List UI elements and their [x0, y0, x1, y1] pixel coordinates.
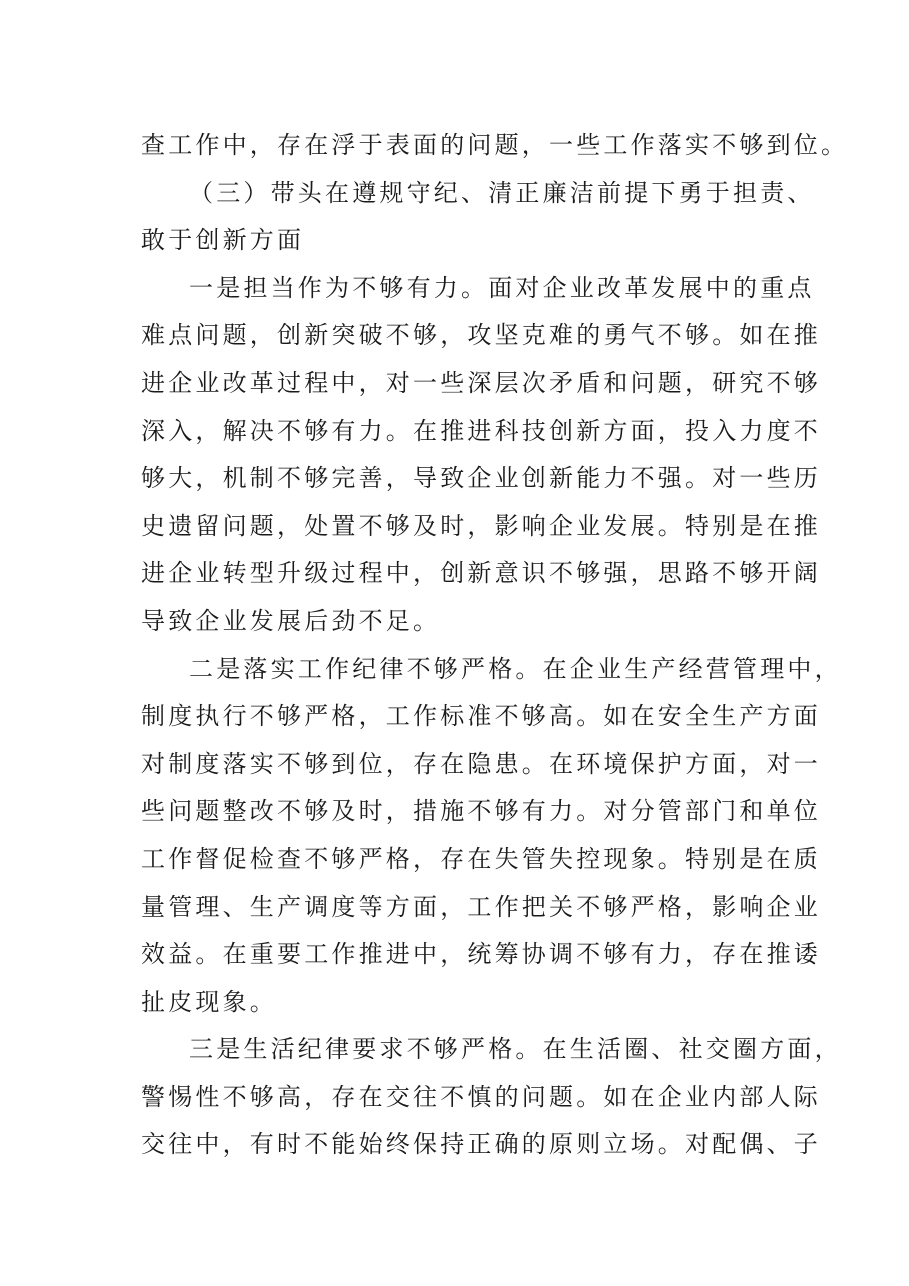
text-line: 些问题整改不够及时，措施不够有力。对分管部门和单位: [141, 797, 821, 826]
text-line: 警惕性不够高，存在交往不慎的问题。如在企业内部人际: [141, 1082, 821, 1111]
text-line: 扯皮现象。: [141, 987, 277, 1016]
text-line: 难点问题，创新突破不够，攻坚克难的勇气不够。如在推: [141, 321, 821, 350]
text-line: 对制度落实不够到位，存在隐患。在环境保护方面，对一: [141, 749, 821, 778]
text-line: 制度执行不够严格，工作标准不够高。如在安全生产方面: [141, 702, 821, 731]
text-line: 进企业改革过程中，对一些深层次矛盾和问题，研究不够: [141, 368, 821, 397]
text-line: 三是生活纪律要求不够严格。在生活圈、社交圈方面，: [189, 1035, 842, 1064]
text-line: 够大，机制不够完善，导致企业创新能力不强。对一些历: [141, 464, 821, 493]
text-line: 史遗留问题，处置不够及时，影响企业发展。特别是在推: [141, 511, 821, 540]
text-line: 交往中，有时不能始终保持正确的原则立场。对配偶、子: [141, 1130, 821, 1159]
text-line: 进企业转型升级过程中，创新意识不够强，思路不够开阔: [141, 559, 821, 588]
text-line: 效益。在重要工作推进中，统筹协调不够有力，存在推诿: [141, 940, 821, 969]
section-heading-line: （三）带头在遵规守纪、清正廉洁前提下勇于担责、: [189, 178, 815, 207]
text-line: 工作督促检查不够严格，存在失管失控现象。特别是在质: [141, 844, 821, 873]
section-heading-line: 敢于创新方面: [141, 226, 305, 255]
document-body: [141, 122, 849, 1169]
text-line: 导致企业发展后劲不足。: [141, 606, 441, 635]
text-line: 深入，解决不够有力。在推进科技创新方面，投入力度不: [141, 416, 821, 445]
text-line: 量管理、生产调度等方面，工作把关不够严格，影响企业: [141, 892, 821, 921]
text-line: 查工作中，存在浮于表面的问题，一些工作落实不够到位。: [141, 131, 849, 159]
text-line: 一是担当作为不够有力。面对企业改革发展中的重点: [189, 273, 815, 302]
text-line: 二是落实工作纪律不够严格。在企业生产经营管理中，: [189, 654, 842, 683]
